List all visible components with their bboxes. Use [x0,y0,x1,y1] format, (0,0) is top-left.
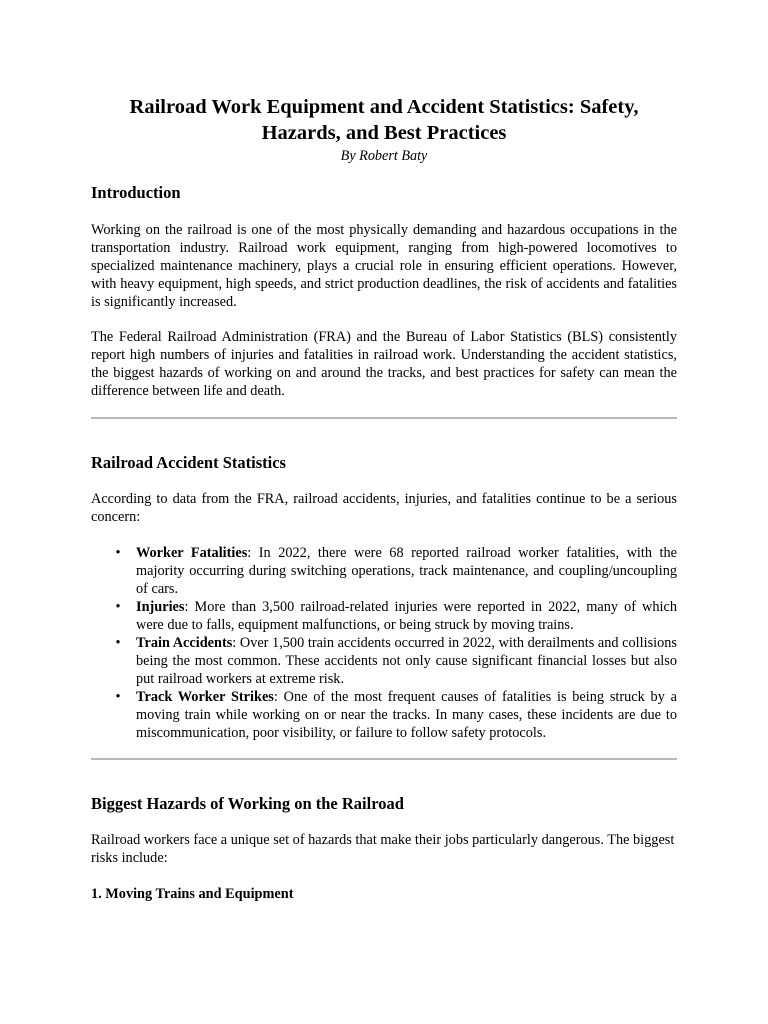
list-item-term: Worker Fatalities [136,545,248,561]
stats-list [91,544,677,742]
list-item-term: Track Worker Strikes [136,689,274,705]
list-item-text: : Over 1,500 train accidents occurred in 2022, with derailments and collisions being the most common. These accidents not only cause significant financial losses but also put railroad workers at extreme risk. [136,635,677,687]
section-divider [91,417,677,419]
list-item [91,544,677,598]
hazards-lead: Railroad workers face a unique set of hazards that make their jobs particularly dangerous. The biggest risks include: [91,832,675,866]
bullet-icon: • [115,689,121,705]
list-item [91,598,677,634]
intro-paragraph-1: Working on the railroad is one of the most physically demanding and hazardous occupations in the transportation industry. Railroad work equipment, ranging from high-powered locomotives to specialized maintenance machinery, plays a crucial role in ensuring efficient operations. However, with heavy equipment, high speeds, and strict production deadlines, the risk of accidents and fatalities is significantly increased. [91,222,677,310]
list-item-term: Injuries [136,599,185,615]
list-item-term: Train Accidents [136,635,233,651]
list-item-text: : In 2022, there were 68 reported railroad worker fatalities, with the majority occurring during switching operations, track maintenance, and coupling/uncoupling of cars. [136,545,677,597]
bullet-icon: • [115,545,121,561]
bullet-icon: • [115,635,121,651]
intro-paragraph-2: The Federal Railroad Administration (FRA) and the Bureau of Labor Statistics (BLS) consistently report high numbers of injuries and fatalities in railroad work. Understanding the accident statistics, the biggest hazards of working on and around the tracks, and best practices for safety can mean the difference between life and death. [91,329,677,399]
hazards-heading: Biggest Hazards of Working on the Railroad [91,794,404,813]
list-item-text: : One of the most frequent causes of fatalities is being struck by a moving train while working on or near the tracks. In many cases, these incidents are due to miscommunication, poor visibility, or failure to follow safety protocols. [136,689,677,741]
intro-heading: Introduction [91,183,181,202]
stats-heading: Railroad Accident Statistics [91,453,286,472]
list-item-text: : More than 3,500 railroad-related injuries were reported in 2022, many of which were due to falls, equipment malfunctions, or being struck by moving trains. [136,599,677,633]
document-title: Railroad Work Equipment and Accident Statistics: Safety, Hazards, and Best Practices [129,96,639,144]
list-item [91,688,677,742]
stats-lead: According to data from the FRA, railroad accidents, injuries, and fatalities continue to be a serious concern: [91,491,677,525]
author-byline: By Robert Baty [340,148,428,164]
hazards-subheading: 1. Moving Trains and Equipment [91,886,294,902]
bullet-icon: • [115,599,121,615]
list-item [91,634,677,688]
section-divider [91,758,677,760]
